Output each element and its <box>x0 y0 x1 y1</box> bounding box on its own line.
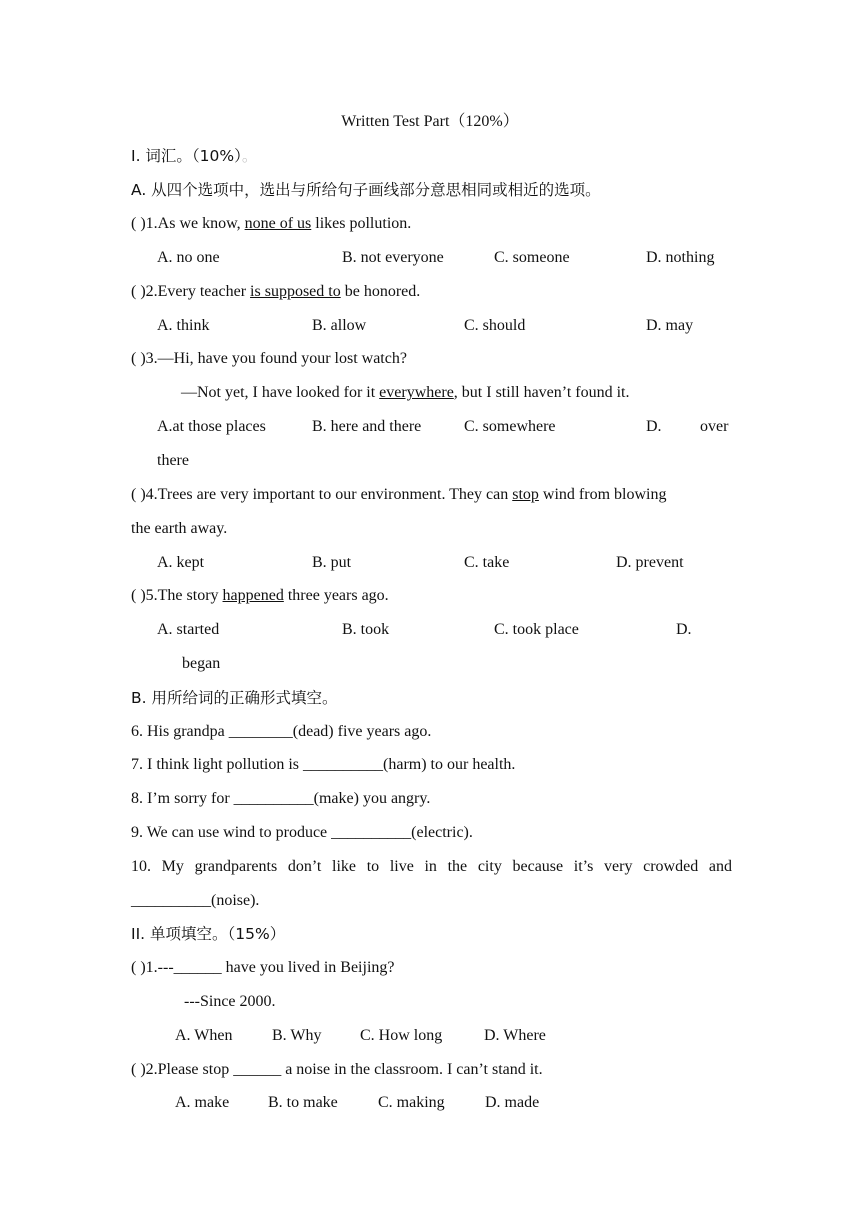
fill-item-6: 6. His grandpa ________(dead) five years ago. <box>131 723 432 740</box>
option-c: C. someone <box>494 249 570 266</box>
answer-bracket: ( ) <box>131 1061 146 1078</box>
option-b: B. Why <box>272 1027 322 1044</box>
mc-question-1 <box>131 958 395 978</box>
option-d: D. prevent <box>616 554 684 571</box>
option-c: C. took place <box>494 621 579 638</box>
question-text: 2.Please stop ______ a noise in the classroom. I can’t stand it. <box>145 1061 543 1078</box>
fill-item-9: 9. We can use wind to produce __________(electric). <box>131 824 473 841</box>
option-a: A. kept <box>157 554 205 571</box>
part-a-heading: A. 从四个选项中，选出与所给句子画线部分意思相同或相近的选项。 <box>131 181 601 199</box>
answer-bracket: ( ) <box>131 215 146 232</box>
question-text: 2.Every teacher <box>145 283 251 300</box>
question-3 <box>131 349 407 369</box>
question-4 <box>131 485 666 505</box>
option-d: D. nothing <box>646 249 715 266</box>
reply-text-end: , but I still haven’t found it. <box>453 384 630 401</box>
fill-item-10: 10. My grandparents don’t like to live in the city because it’s very crowded and <box>131 858 732 875</box>
option-b: B. took <box>342 621 390 638</box>
option-d-continued: there <box>157 452 189 469</box>
option-c: C. making <box>378 1094 445 1111</box>
underlined-phrase: everywhere <box>379 384 454 401</box>
option-d: D. may <box>646 317 694 334</box>
section-2-heading: II. 单项填空。（15%） <box>131 925 286 943</box>
option-d-letter: D. <box>646 418 662 435</box>
answer-bracket: ( ) <box>131 283 146 300</box>
question-5 <box>131 586 389 606</box>
question-text-end: likes pollution. <box>311 215 412 232</box>
fill-item-8: 8. I’m sorry for __________(make) you angry. <box>131 790 431 807</box>
mc-question-1-reply: ---Since 2000. <box>184 993 276 1010</box>
option-a: A. When <box>175 1027 233 1044</box>
answer-bracket: ( ) <box>131 486 146 503</box>
question-2 <box>131 282 420 302</box>
underlined-phrase: none of us <box>244 215 312 232</box>
underlined-phrase: is supposed to <box>250 283 341 300</box>
option-d-word: began <box>182 655 221 672</box>
section-1-heading <box>131 146 257 166</box>
question-text: 3.—Hi, have you found your lost watch? <box>145 350 407 367</box>
answer-bracket: ( ) <box>131 350 146 367</box>
question-1 <box>131 214 411 234</box>
question-3-reply <box>181 383 629 403</box>
question-text: 1.---______ have you lived in Beijing? <box>145 959 395 976</box>
option-a: A. make <box>175 1094 230 1111</box>
option-b: B. to make <box>268 1094 338 1111</box>
part-b-heading: B. 用所给词的正确形式填空。 <box>131 689 338 707</box>
question-text: 5.The story <box>145 587 223 604</box>
option-d-word: over <box>700 418 729 435</box>
mc-question-2 <box>131 1060 543 1080</box>
option-a: A.at those places <box>157 418 266 435</box>
reply-text: —Not yet, I have looked for it <box>181 384 380 401</box>
option-a: A. no one <box>157 249 220 266</box>
option-d-letter: D. <box>676 621 692 638</box>
underlined-phrase: happened <box>222 587 284 604</box>
section-1-heading-mark: 。 <box>241 147 258 165</box>
question-text-end: be honored. <box>340 283 421 300</box>
option-b: B. put <box>312 554 352 571</box>
option-b: B. not everyone <box>342 249 444 266</box>
question-text-end: wind from blowing <box>538 486 667 503</box>
page-title: Written Test Part（120%） <box>341 113 519 130</box>
answer-bracket: ( ) <box>131 587 146 604</box>
option-c: C. How long <box>360 1027 443 1044</box>
fill-item-7: 7. I think light pollution is __________(harm) to our health. <box>131 756 516 773</box>
underlined-phrase: stop <box>512 486 539 503</box>
question-text: 1.As we know, <box>145 215 245 232</box>
question-4-continued: the earth away. <box>131 520 228 537</box>
option-b: B. here and there <box>312 418 422 435</box>
option-d: D. Where <box>484 1027 546 1044</box>
answer-bracket: ( ) <box>131 959 146 976</box>
option-c: C. somewhere <box>464 418 556 435</box>
question-text: 4.Trees are very important to our environment. They can <box>145 486 513 503</box>
option-d: D. made <box>485 1094 540 1111</box>
option-a: A. think <box>157 317 210 334</box>
option-b: B. allow <box>312 317 367 334</box>
option-a: A. started <box>157 621 220 638</box>
option-c: C. should <box>464 317 526 334</box>
question-text-end: three years ago. <box>283 587 389 604</box>
option-c: C. take <box>464 554 510 571</box>
fill-item-10-continued: __________(noise). <box>131 892 260 909</box>
section-1-heading-text: I. 词汇。（10%） <box>131 147 242 165</box>
